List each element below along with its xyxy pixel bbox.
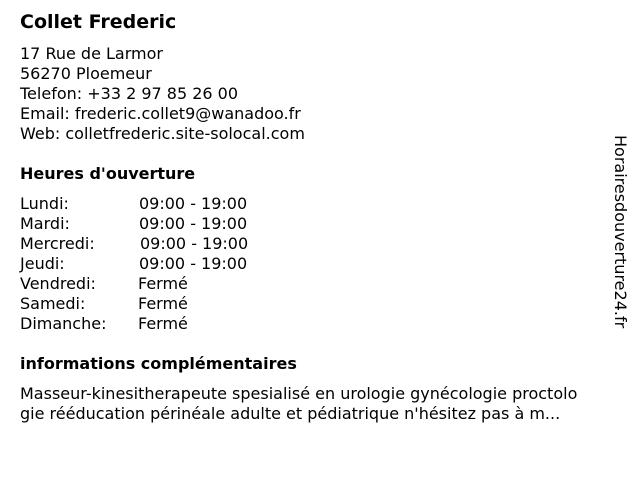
day-label: Jeudi: xyxy=(20,254,65,273)
email-line: Email: frederic.collet9@wanadoo.fr xyxy=(20,104,301,123)
hours-heading: Heures d'ouverture xyxy=(20,164,196,183)
business-name: Collet Frederic xyxy=(20,11,177,33)
info-line: Masseur-kinesitherapeute spesialisé en urologie gynécologie proctolo xyxy=(20,384,578,403)
day-hours: Fermé xyxy=(138,294,188,313)
day-hours: 09:00 - 19:00 xyxy=(139,214,248,233)
day-hours: 09:00 - 19:00 xyxy=(139,254,248,273)
phone-line: Telefon: +33 2 97 85 26 00 xyxy=(20,84,239,103)
day-label: Vendredi: xyxy=(20,274,96,293)
address-street: 17 Rue de Larmor xyxy=(20,44,163,63)
day-label: Mardi: xyxy=(20,214,70,233)
day-label: Dimanche: xyxy=(20,314,107,333)
info-description xyxy=(20,384,622,424)
day-label: Samedi: xyxy=(20,294,86,313)
day-hours: Fermé xyxy=(138,314,188,333)
site-watermark: Horairesdouverture24.fr xyxy=(611,135,630,329)
day-hours: Fermé xyxy=(138,274,188,293)
info-heading: informations complémentaires xyxy=(20,354,297,373)
day-hours: 09:00 - 19:00 xyxy=(140,234,249,253)
address-city: 56270 Ploemeur xyxy=(20,64,152,83)
day-label: Mercredi: xyxy=(20,234,95,253)
contact-block xyxy=(20,44,305,144)
day-hours: 09:00 - 19:00 xyxy=(139,194,248,213)
info-line: gie rééducation périnéale adulte et pédiatrique n'hésitez pas à m... xyxy=(20,404,561,423)
day-label: Lundi: xyxy=(20,194,69,213)
web-line: Web: colletfrederic.site-solocal.com xyxy=(20,124,305,143)
